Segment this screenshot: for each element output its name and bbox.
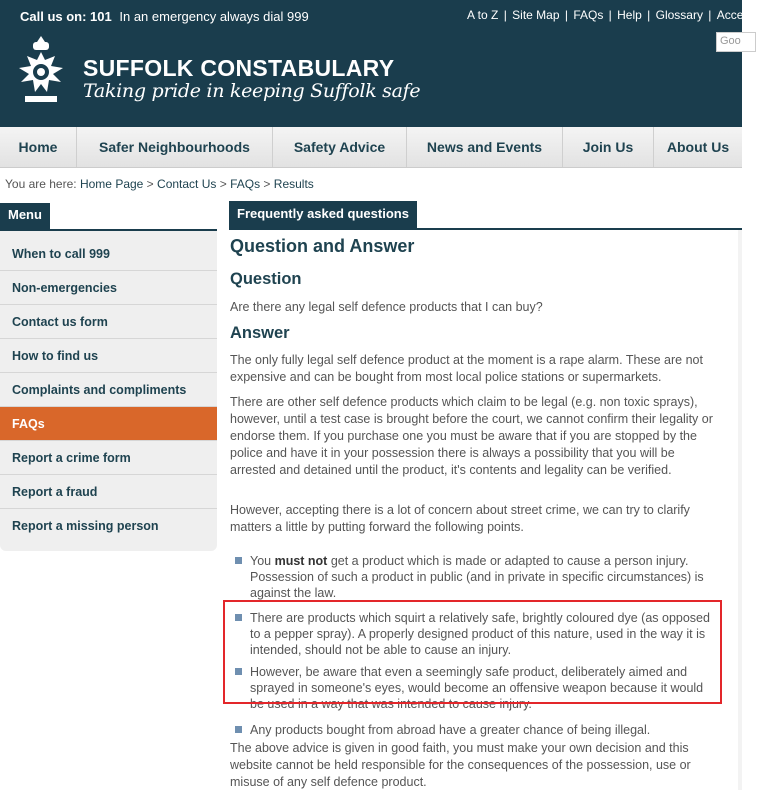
sidebar-item-report-missing-person[interactable]: Report a missing person	[12, 519, 159, 533]
nav-about-us[interactable]: About Us	[666, 139, 730, 155]
site-header	[0, 0, 765, 127]
sidebar-header	[0, 203, 217, 231]
sidebar-item-contact-us-form[interactable]: Contact us form	[0, 305, 217, 339]
highlight-annotation	[223, 600, 722, 704]
page-title: Question and Answer	[230, 236, 415, 256]
sidebar-item-faqs[interactable]: FAQs	[0, 407, 217, 441]
breadcrumb-home[interactable]: Home Page	[79, 177, 144, 191]
police-crest-icon	[11, 34, 71, 106]
sidebar-menu	[0, 203, 217, 551]
sidebar-item-report-crime-form[interactable]: Report a crime form	[0, 441, 217, 475]
search-input[interactable]: Goo	[716, 32, 756, 52]
breadcrumb-current: Results	[273, 177, 314, 191]
nav-home[interactable]: Home	[0, 127, 77, 167]
call-number: Call us on: 101	[20, 9, 112, 24]
answer-paragraph: However, accepting there is a lot of concern about street crime, we can try to clarify matters a little by putting forward the following points.	[230, 503, 690, 534]
breadcrumb-prefix: You are here:	[5, 177, 77, 191]
link-accessibility[interactable]: Accessib	[716, 8, 765, 22]
question-heading: Question	[230, 270, 302, 288]
sidebar-item-complaints[interactable]: Complaints and compliments	[0, 373, 217, 407]
site-title[interactable]: SUFFOLK CONSTABULARY	[83, 55, 395, 81]
site-tagline: Taking pride in keeping Suffolk safe	[83, 80, 421, 102]
breadcrumb: You are here: Home Page > Contact Us > FAQs > Results	[5, 177, 314, 191]
sidebar-item-when-to-call-999[interactable]: When to call 999	[0, 237, 217, 271]
list-item: However, be aware that even a seemingly safe product, deliberately aimed and sprayed in someone's eyes, would become an offensive weapon because it would be used in a way that was intended to cause injury.	[230, 664, 720, 712]
question-text: Are there any legal self defence products that I can buy?	[230, 300, 543, 314]
nav-news-and-events[interactable]: News and Events	[407, 127, 563, 167]
nav-join-us[interactable]: Join Us	[563, 127, 654, 167]
sidebar-heading: Menu	[0, 203, 50, 229]
nav-safer-neighbourhoods[interactable]: Safer Neighbourhoods	[77, 127, 273, 167]
main-navigation	[0, 127, 742, 168]
list-item: Any products bought from abroad have a greater chance of being illegal.	[230, 722, 720, 738]
link-faqs[interactable]: FAQs	[573, 8, 604, 22]
sidebar-item-non-emergencies[interactable]: Non-emergencies	[0, 271, 217, 305]
link-help[interactable]: Help	[617, 8, 642, 22]
emergency-text: In an emergency always dial 999	[119, 9, 309, 24]
content-header	[229, 201, 742, 230]
answer-paragraph: There are other self defence products which claim to be legal (e.g. non toxic sprays), however, until a test case is brought before the court, we cannot confirm their legality or endorse them. If you purchase one you must be aware that if you are stopped by the police and have it in your possession there is always a possibility that you will be arrested and detained until the product, it's contents and legality can be verified.	[230, 395, 713, 477]
call-info	[20, 9, 309, 24]
sidebar-item-report-fraud[interactable]: Report a fraud	[0, 475, 217, 509]
breadcrumb-contact-us[interactable]: Contact Us	[157, 177, 217, 191]
list-item: There are products which squirt a relatively safe, brightly coloured dye (as opposed to a pepper spray). A properly designed product of this nature, used in the way it is intended, should not be able to cause an injury.	[230, 610, 720, 658]
utility-links: A to Z | Site Map | FAQs | Help | Glossary | Accessib	[467, 8, 765, 22]
link-site-map[interactable]: Site Map	[512, 8, 560, 22]
sidebar-item-how-to-find-us[interactable]: How to find us	[0, 339, 217, 373]
link-a-to-z[interactable]: A to Z	[467, 8, 499, 22]
answer-heading: Answer	[230, 324, 290, 342]
content-heading-tab: Frequently asked questions	[229, 201, 417, 228]
breadcrumb-faqs[interactable]: FAQs	[230, 177, 261, 191]
answer-paragraph: The only fully legal self defence product at the moment is a rape alarm. These are not expensive and can be bought from most local police stations or supermarkets.	[230, 353, 703, 384]
disclaimer-text: The above advice is given in good faith, you must make your own decision and this website cannot be held responsible for the consequences of the possession, use or misuse of any self defence product.	[230, 741, 691, 789]
nav-safety-advice[interactable]: Safety Advice	[273, 127, 407, 167]
scrollbar[interactable]	[738, 230, 742, 790]
list-item: You must not get a product which is made or adapted to cause a person injury. Possession of such a product in public (and in private in specific circumstances) is against the law.	[230, 553, 720, 601]
link-glossary[interactable]: Glossary	[655, 8, 703, 22]
